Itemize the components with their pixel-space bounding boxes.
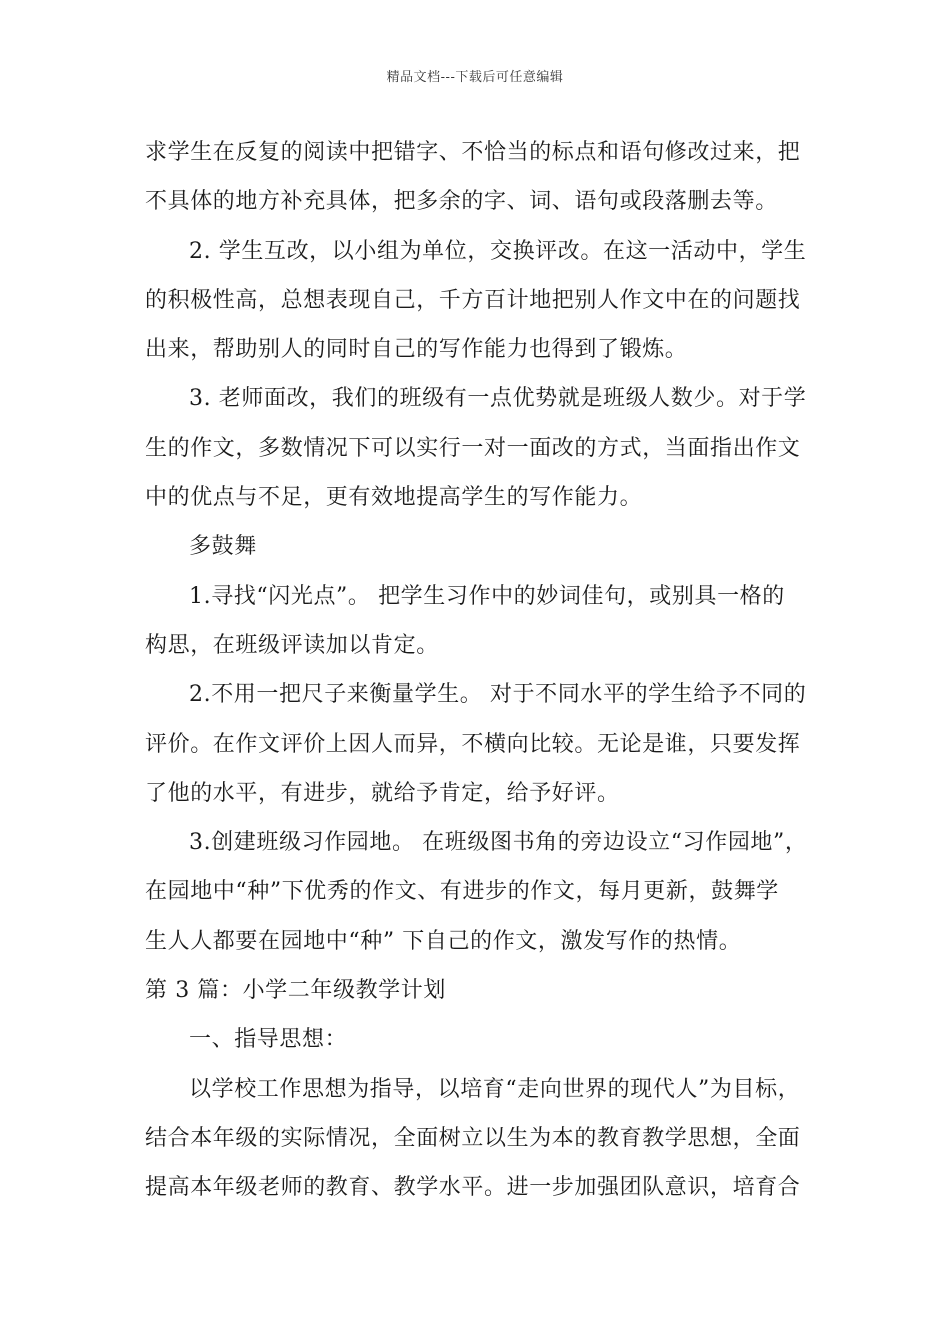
text-line: 3.创建班级习作园地。 在班级图书角的旁边设立“习作园地”， xyxy=(189,830,808,856)
section-heading: 一、指导思想： xyxy=(189,1027,348,1053)
text-line: 生人人都要在园地中“种” 下自己的作文，激发写作的热情。 xyxy=(145,928,742,954)
text-line: 以学校工作思想为指导，以培育“走向世界的现代人”为目标， xyxy=(189,1076,801,1102)
text-line: 不具体的地方补充具体，把多余的字、词、语句或段落删去等。 xyxy=(145,189,778,215)
text-line: 评价。在作文评价上因人而异，不横向比较。无论是谁，只要发挥 xyxy=(145,731,801,757)
text-line: 的积极性高，总想表现自己，千方百计地把别人作文中在的问题找 xyxy=(145,287,801,313)
text-line: 提高本年级老师的教育、教学水平。进一步加强团队意识，培育合 xyxy=(145,1175,801,1201)
text-line: 了他的水平，有进步，就给予肯定，给予好评。 xyxy=(145,780,620,806)
text-line: 2.不用一把尺子来衡量学生。 对于不同水平的学生给予不同的 xyxy=(189,682,807,708)
text-line: 在园地中“种”下优秀的作文、有进步的作文，每月更新，鼓舞学 xyxy=(145,879,779,905)
text-line: 求学生在反复的阅读中把错字、不恰当的标点和语句修改过来，把 xyxy=(145,140,801,165)
text-line: 出来，帮助别人的同时自己的写作能力也得到了锻炼。 xyxy=(145,337,688,363)
text-line: 1.寻找“闪光点”。 把学生习作中的妙词佳句，或别具一格的 xyxy=(189,583,785,609)
text-line: 结合本年级的实际情况，全面树立以生为本的教育教学思想，全面 xyxy=(145,1125,801,1151)
chapter-title: 第 3 篇：小学二年级教学计划 xyxy=(145,978,446,1004)
document-body xyxy=(145,133,815,1218)
text-line: 中的优点与不足，更有效地提高学生的写作能力。 xyxy=(145,485,643,511)
text-line: 2. 学生互改，以小组为单位，交换评改。在这一活动中，学生 xyxy=(189,238,807,264)
section-heading: 多鼓舞 xyxy=(189,534,257,560)
text-line: 构思，在班级评读加以肯定。 xyxy=(145,632,439,658)
text-line: 3. 老师面改，我们的班级有一点优势就是班级人数少。对于学 xyxy=(189,386,807,412)
page-header: 精品文档---下载后可任意编辑 xyxy=(386,70,564,85)
text-line: 生的作文，多数情况下可以实行一对一面改的方式，当面指出作文 xyxy=(145,435,801,461)
